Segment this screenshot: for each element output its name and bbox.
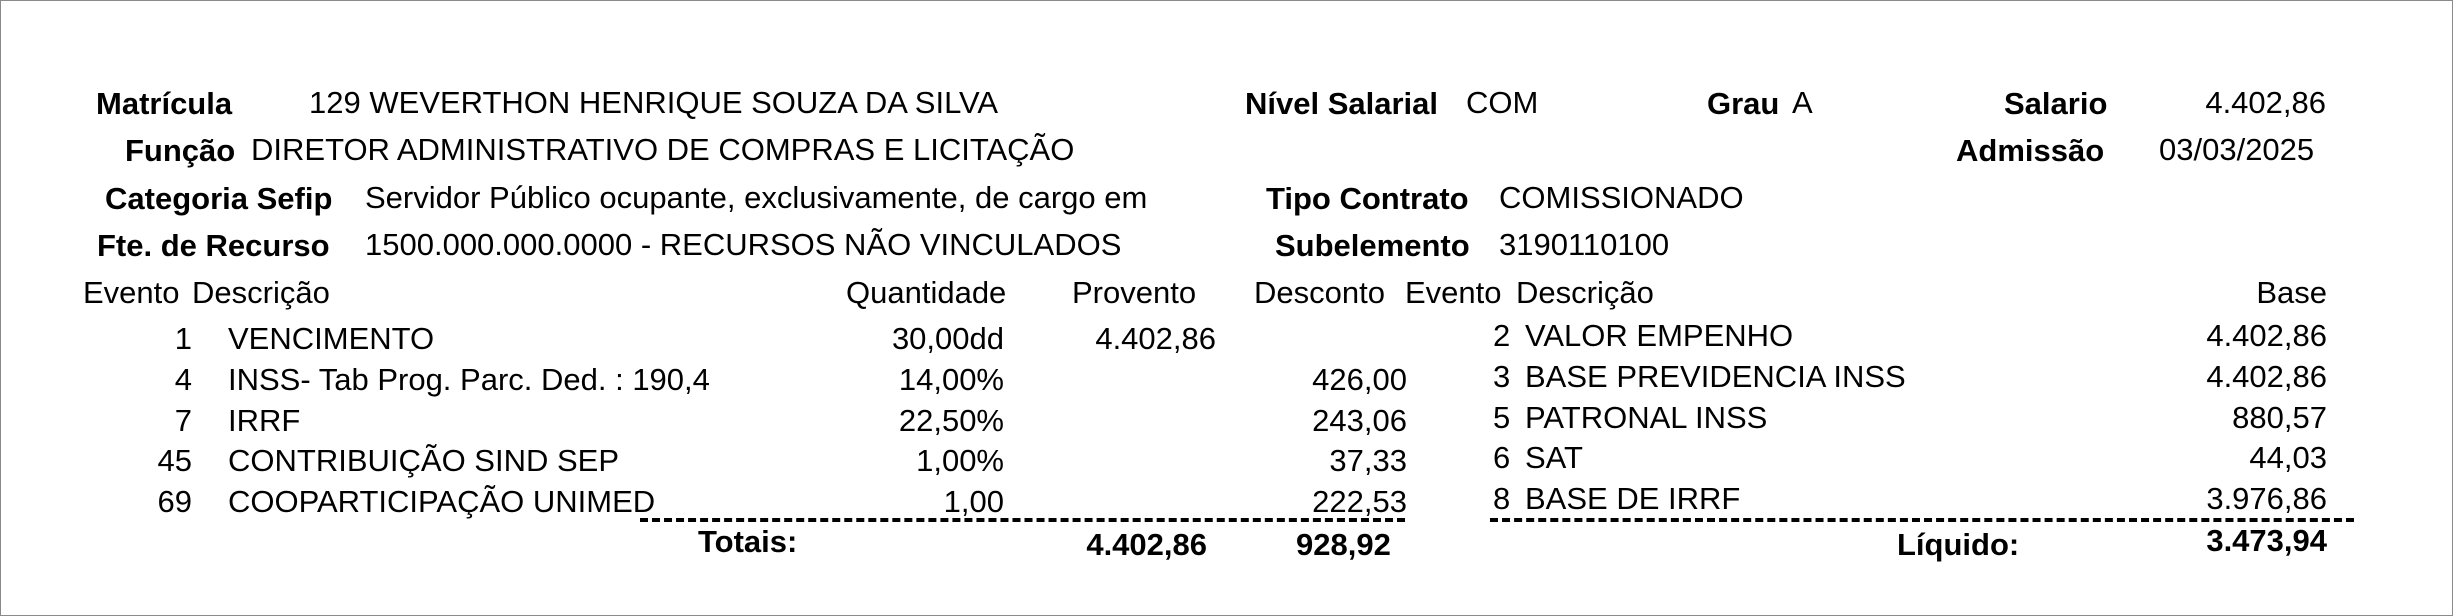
- liquido-value: 3.473,94: [2206, 523, 2327, 558]
- base-value: 4.402,86: [2206, 318, 2327, 353]
- col-base: Base: [2256, 275, 2327, 310]
- totals-desconto: 928,92: [1296, 527, 1391, 562]
- matricula-value: 129 WEVERTHON HENRIQUE SOUZA DA SILVA: [309, 85, 999, 120]
- nivel-salarial-label: Nível Salarial: [1245, 86, 1439, 121]
- col-quantidade: Quantidade: [846, 275, 1007, 310]
- event-quantity: 30,00dd: [891, 321, 1004, 356]
- categoria-sefip-label: Categoria Sefip: [105, 181, 333, 216]
- base-code: 8: [1493, 481, 1511, 516]
- event-desconto: 243,06: [1312, 403, 1407, 438]
- base-description: VALOR EMPENHO: [1525, 318, 1794, 353]
- base-value: 3.976,86: [2206, 481, 2327, 516]
- base-code: 5: [1493, 400, 1511, 435]
- event-code: 4: [174, 362, 192, 397]
- matricula-label: Matrícula: [96, 86, 233, 121]
- event-description: COOPARTICIPAÇÃO UNIMED: [228, 484, 656, 519]
- categoria-sefip-value: Servidor Público ocupante, exclusivamente, de cargo em: [365, 180, 1148, 215]
- event-desconto: 222,53: [1312, 484, 1407, 519]
- subelemento-value: 3190110100: [1499, 227, 1670, 262]
- col-descricao: Descrição: [192, 275, 330, 310]
- salario-value: 4.402,86: [2205, 85, 2326, 120]
- salario-label: Salario: [2004, 86, 2108, 121]
- base-description: BASE PREVIDENCIA INSS: [1525, 359, 1906, 394]
- base-description: BASE DE IRRF: [1525, 481, 1741, 516]
- funcao-value: DIRETOR ADMINISTRATIVO DE COMPRAS E LICITAÇÃO: [251, 132, 1075, 167]
- event-code: 7: [174, 403, 192, 438]
- event-desconto: 37,33: [1329, 443, 1407, 478]
- base-value: 880,57: [2232, 400, 2327, 435]
- fonte-recurso-value: 1500.000.000.0000 - RECURSOS NÃO VINCULADOS: [365, 227, 1122, 262]
- funcao-label: Função: [125, 133, 236, 168]
- event-quantity: 14,00%: [898, 362, 1004, 397]
- base-description: SAT: [1525, 440, 1583, 475]
- event-quantity: 22,50%: [898, 403, 1004, 438]
- col-evento-base: Evento: [1405, 275, 1502, 310]
- tipo-contrato-label: Tipo Contrato: [1266, 181, 1469, 216]
- subelemento-label: Subelemento: [1275, 228, 1470, 263]
- event-description: IRRF: [228, 403, 301, 438]
- col-descricao-base: Descrição: [1516, 275, 1654, 310]
- base-code: 3: [1493, 359, 1511, 394]
- event-description: VENCIMENTO: [228, 321, 435, 356]
- liquido-label: Líquido:: [1897, 527, 2020, 562]
- base-description: PATRONAL INSS: [1525, 400, 1768, 435]
- col-evento: Evento: [83, 275, 180, 310]
- event-quantity: 1,00: [943, 484, 1004, 519]
- admissao-value: 03/03/2025: [2159, 132, 2315, 167]
- event-provento: 4.402,86: [1095, 321, 1216, 356]
- base-code: 2: [1493, 318, 1511, 353]
- totals-provento: 4.402,86: [1086, 527, 1207, 562]
- col-desconto: Desconto: [1254, 275, 1385, 310]
- grau-value: A: [1792, 85, 1813, 120]
- tipo-contrato-value: COMISSIONADO: [1499, 180, 1744, 215]
- totals-label: Totais:: [698, 524, 798, 559]
- event-description: CONTRIBUIÇÃO SIND SEP: [228, 443, 619, 478]
- event-quantity: 1,00%: [916, 443, 1004, 478]
- admissao-label: Admissão: [1956, 133, 2105, 168]
- fonte-recurso-label: Fte. de Recurso: [97, 228, 330, 263]
- col-provento: Provento: [1072, 275, 1197, 310]
- event-description: INSS- Tab Prog. Parc. Ded. : 190,4: [228, 362, 710, 397]
- totals-separator-left: [640, 518, 1405, 522]
- event-code: 1: [174, 321, 192, 356]
- nivel-salarial-value: COM: [1466, 85, 1539, 120]
- base-value: 44,03: [2249, 440, 2327, 475]
- event-code: 69: [157, 484, 192, 519]
- totals-separator-right: [1490, 518, 2354, 522]
- base-code: 6: [1493, 440, 1511, 475]
- grau-label: Grau: [1707, 86, 1780, 121]
- base-value: 4.402,86: [2206, 359, 2327, 394]
- event-code: 45: [157, 443, 192, 478]
- event-desconto: 426,00: [1312, 362, 1407, 397]
